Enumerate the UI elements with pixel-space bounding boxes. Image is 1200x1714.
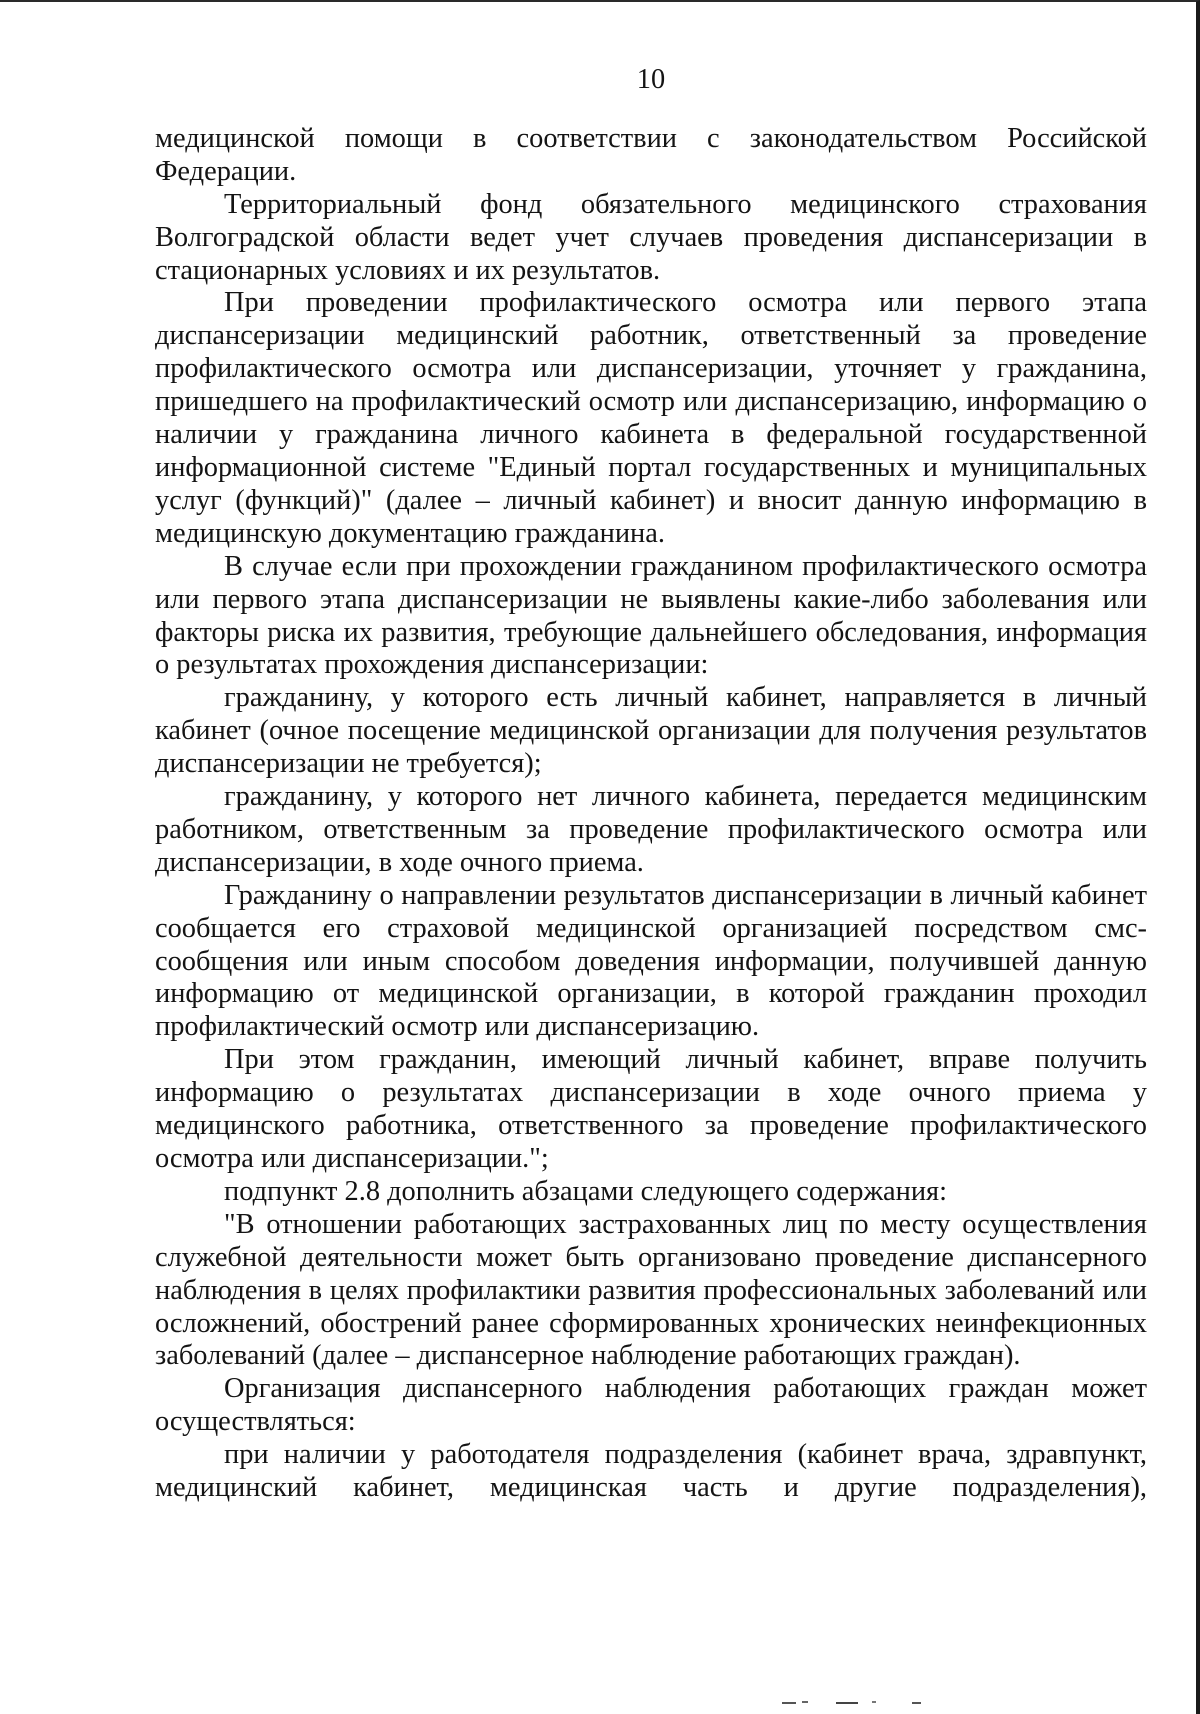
paragraph-12: при наличии у работодателя подразделения (кабинет врача, здравпункт, медицинский кабинет, медицинская часть и другие подразделения), [155, 1439, 1147, 1504]
paragraph-6: гражданину, у которого нет личного кабинета, передается медицинским работником, ответственным за проведение профилактического осмотра или диспансеризации, в ходе очного приема. [155, 781, 1147, 878]
document-page [155, 64, 1147, 1505]
paragraph-1: медицинской помощи в соответствии с законодательством Российской Федерации. [155, 122, 1147, 187]
paragraph-11: Организация диспансерного наблюдения работающих граждан может осуществляться: [155, 1373, 1147, 1438]
paragraph-8: При этом гражданин, имеющий личный кабинет, вправе получить информацию о результатах диспансеризации в ходе очного приема у медицинского работника, ответственного за проведение профилактического осмотра или диспансеризации."; [155, 1044, 1147, 1174]
paragraph-9: подпункт 2.8 дополнить абзацами следующего содержания: [224, 1175, 947, 1207]
page-number: 10 [636, 64, 666, 95]
paragraph-2: Территориальный фонд обязательного медицинского страхования Волгоградской области ведет учет случаев проведения диспансеризации в стационарных условиях и их результатов. [155, 188, 1147, 286]
paragraph-4: В случае если при прохождении гражданином профилактического осмотра или первого этапа диспансеризации не выявлены какие-либо заболевания или факторы риска их развития, требующие дальнейшего обследования, информация о результатах прохождения диспансеризации: [155, 550, 1147, 681]
paragraph-10: "В отношении работающих застрахованных лиц по месту осуществления служебной деятельности может быть организовано проведение диспансерного наблюдения в целях профилактики развития профессиональных заболеваний или осложнений, обострений ранее сформированных хронических неинфекционных заболеваний (далее – диспансерное наблюдение работающих граждан). [155, 1208, 1147, 1372]
paragraph-3: При проведении профилактического осмотра или первого этапа диспансеризации медицинский работник, ответственный за проведение профилактического осмотра или диспансеризации, уточняет у гражданина, пришедшего на профилактический осмотр или диспансеризацию, информацию о наличии у гражданина личного кабинета в федеральной государственной информационной системе "Единый портал государственных и муниципальных услуг (функций)" (далее – личный кабинет) и вносит данную информацию в медицинскую документацию гражданина. [155, 287, 1147, 549]
scan-specks [0, 1690, 1200, 1714]
paragraph-7: Гражданину о направлении результатов диспансеризации в личный кабинет сообщается его страховой медицинской организацией посредством смс-сообщения или иным способом доведения информации, получившей данную информацию от медицинской организации, в которой гражданин проходил профилактический осмотр или диспансеризацию. [155, 879, 1147, 1043]
paragraph-5: гражданину, у которого есть личный кабинет, направляется в личный кабинет (очное посещение медицинской организации для получения результатов диспансеризации не требуется); [155, 682, 1147, 780]
